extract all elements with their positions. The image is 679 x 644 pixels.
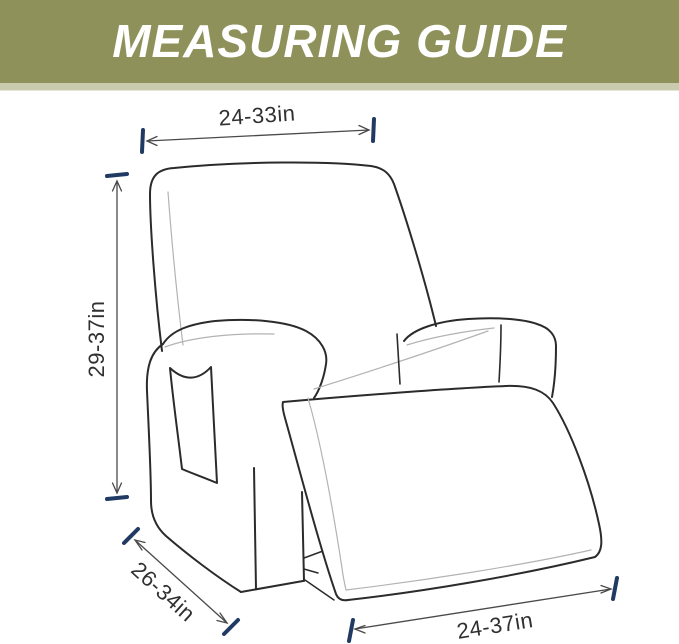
base-bottom-edge	[241, 581, 303, 592]
recliner-illustration	[147, 162, 601, 600]
footrest-outline	[283, 386, 602, 600]
back-height-arrow	[107, 174, 127, 499]
backrest-edge-line	[168, 192, 183, 345]
measurement-label-back-height: 29-37in	[84, 300, 109, 378]
page-title: MEASURING GUIDE	[112, 14, 567, 67]
left-arm-front-edge	[254, 468, 256, 589]
backrest-outline	[150, 162, 436, 351]
left-arm-outer	[147, 344, 241, 592]
measurement-label-seat-back-width: 24-33in	[217, 100, 297, 131]
right-arm-inner-line	[407, 328, 494, 345]
side-pocket	[170, 367, 217, 483]
left-arm-front-edge-2	[302, 492, 304, 581]
measurement-label-recliner-length: 24-37in	[454, 607, 535, 644]
seat-front-line	[314, 331, 488, 389]
measurement-label-base-depth: 26-34in	[126, 556, 201, 627]
right-arm-front-edge	[499, 325, 501, 382]
seat-crevice-line	[397, 334, 400, 384]
left-arm-roll	[163, 320, 326, 398]
